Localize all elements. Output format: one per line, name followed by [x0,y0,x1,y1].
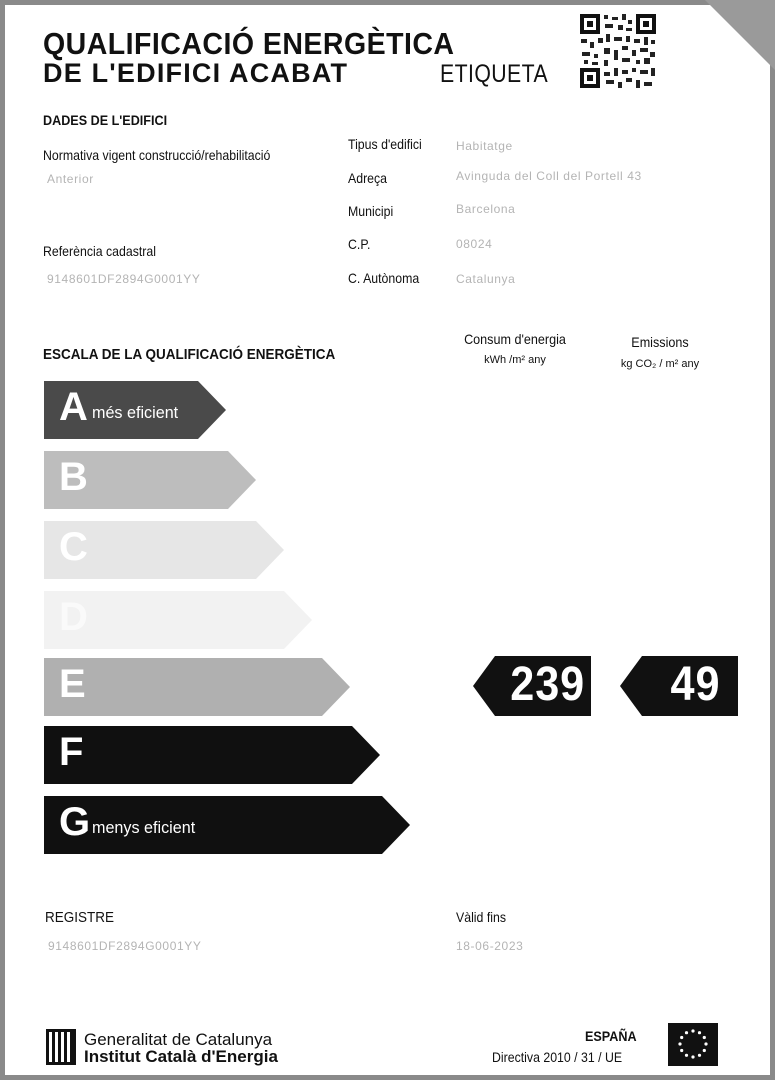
eu-flag-icon [668,1023,718,1066]
org-line-2: Institut Català d'Energia [84,1047,278,1066]
energy-class-f-shape [44,726,380,784]
energy-class-e-shape [44,658,350,716]
normativa-value: Anterior [47,172,94,186]
energy-class-letter: G [59,800,91,844]
emissions-unit: kg CO₂ / m² any [620,358,700,370]
referencia-value: 9148601DF2894G0001YY [47,272,201,286]
page-corner [705,0,775,70]
registre-value: 9148601DF2894G0001YY [48,939,202,953]
energy-class-e [44,658,350,716]
energy-class-letter: F [59,730,84,774]
emissions-rating-badge [620,656,738,716]
consum-unit: kWh /m² any [484,354,546,366]
energy-class-f [44,726,380,784]
energy-class-g [44,796,410,854]
building-section-title: DADES DE L'EDIFICI [43,112,168,128]
generalitat-logo-icon [46,1029,76,1065]
field-value-municipi: Barcelona [456,202,516,216]
qr-code-icon [578,12,658,90]
field-value-tipus: Habitatge [456,139,513,153]
energy-class-description: més eficient [92,403,179,422]
directive-label: Directiva 2010 / 31 / UE [492,1049,623,1065]
energy-class-letter: B [59,455,88,499]
field-value-comunitat: Catalunya [456,272,516,286]
energy-class-a [44,381,226,439]
field-label-municipi: Municipi [348,203,394,219]
energy-class-description: menys eficient [92,818,196,837]
energy-class-letter: D [59,595,88,639]
energy-class-letter: E [59,662,86,706]
country-label: ESPAÑA [585,1028,637,1044]
valid-value: 18-06-2023 [456,939,524,953]
etiqueta-label: ETIQUETA [440,60,549,88]
emissions-value: 49 [670,658,720,711]
title-line-2: DE L'EDIFICI ACABAT [43,58,349,88]
valid-label: Vàlid fins [456,909,506,925]
energy-class-letter: A [59,385,88,429]
energy-class-b [44,451,256,509]
consum-value: 239 [510,658,585,711]
field-label-comunitat: C. Autònoma [348,270,420,286]
scale-title: ESCALA DE LA QUALIFICACIÓ ENERGÈTICA [43,346,336,363]
consum-rating-badge [473,656,591,716]
org-line-1: Generalitat de Catalunya [84,1030,273,1049]
title-line-1: QUALIFICACIÓ ENERGÈTICA [43,26,455,61]
field-value-adreca: Avinguda del Coll del Portell 43 [456,169,642,183]
energy-class-d [44,591,312,649]
referencia-label: Referència cadastral [43,243,156,259]
field-label-cp: C.P. [348,236,371,252]
consum-label: Consum d'energia [464,331,566,347]
field-label-adreca: Adreça [348,170,388,186]
normativa-label: Normativa vigent construcció/rehabilitació [43,147,271,163]
energy-class-letter: C [59,525,88,569]
registre-label: REGISTRE [45,909,115,926]
energy-class-c [44,521,284,579]
field-label-tipus: Tipus d'edifici [348,136,422,152]
emissions-label: Emissions [631,334,689,350]
field-value-cp: 08024 [456,237,493,251]
